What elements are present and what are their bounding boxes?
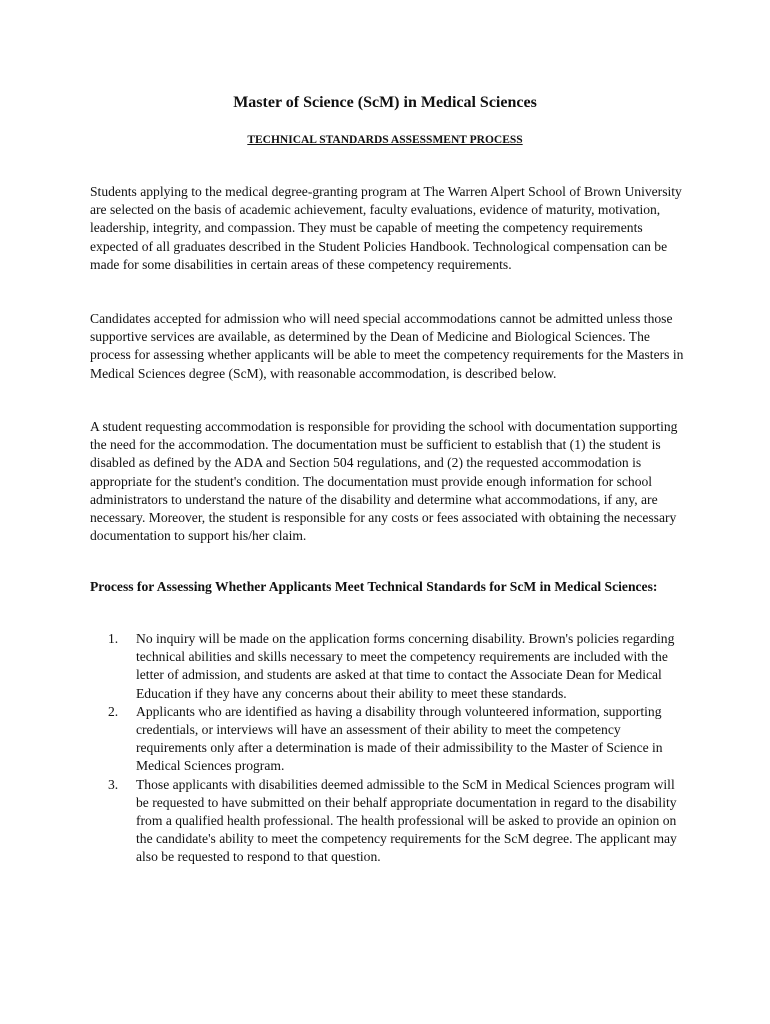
process-steps-list bbox=[108, 630, 683, 867]
document-title: Master of Science (ScM) in Medical Sciences bbox=[233, 94, 537, 111]
step-text: No inquiry will be made on the application forms concerning disability. Brown's policies regarding technical abilities and skills necessary to meet the competency requirements are included with the letter of admission, and students are asked at that time to contact the Associate Dean for Medical Education if they have any concerns about their ability to meet these standards. bbox=[136, 631, 675, 701]
documentation-paragraph: A student requesting accommodation is responsible for providing the school with documentation supporting the need for the accommodation. The documentation must be sufficient to establish that (1) the student is disabled as defined by the ADA and Section 504 regulations, and (2) the requested accommodation is appropriate for the student's condition. The documentation must provide enough information for school administrators to understand the nature of the disability and determine what accommodations, if any, are necessary. Moreover, the student is responsible for any costs or fees associated with obtaining the necessary documentation to support his/her claim. bbox=[90, 419, 678, 544]
step-number: 1. bbox=[108, 631, 119, 646]
accommodation-paragraph: Candidates accepted for admission who will need special accommodations cannot be admitted unless those supportive services are available, as determined by the Dean of Medicine and Biological Sciences. The process for assessing whether applicants will be able to meet the competency requirements for the Masters in Medical Sciences degree (ScM), with reasonable accommodation, is described below. bbox=[90, 311, 684, 381]
intro-paragraph: Students applying to the medical degree-granting program at The Warren Alpert School of Brown University are selected on the basis of academic achievement, faculty evaluations, evidence of maturity, motivation, leadership, integrity, and compassion. They must be capable of meeting the competency requirements expected of all graduates described in the Student Policies Handbook. Technological compensation can be made for some disabilities in certain areas of these competency requirements. bbox=[90, 184, 682, 272]
step-number: 2. bbox=[108, 703, 119, 719]
step-text: Applicants who are identified as having a disability through volunteered information, supporting credentials, or interviews will have an assessment of their ability to meet the competency requirements only after a determination is made of their admissibility to the Master of Science in Medical Sciences program. bbox=[136, 703, 663, 774]
step-text: Those applicants with disabilities deemed admissible to the ScM in Medical Sciences program will be requested to have submitted on their behalf appropriate documentation in regard to the disability from a qualified health professional. The health professional will be asked to provide an opinion on the candidate's ability to meet the competency requirements for the ScM degree. The applicant may also be requested to respond to that question. bbox=[136, 776, 677, 865]
process-heading: Process for Assessing Whether Applicants Meet Technical Standards for ScM in Medical Sciences: bbox=[90, 579, 658, 594]
process-step bbox=[108, 703, 683, 776]
document-subtitle: TECHNICAL STANDARDS ASSESSMENT PROCESS bbox=[247, 134, 523, 146]
process-step bbox=[108, 776, 683, 867]
step-number: 3. bbox=[108, 776, 119, 792]
process-step bbox=[108, 630, 683, 703]
